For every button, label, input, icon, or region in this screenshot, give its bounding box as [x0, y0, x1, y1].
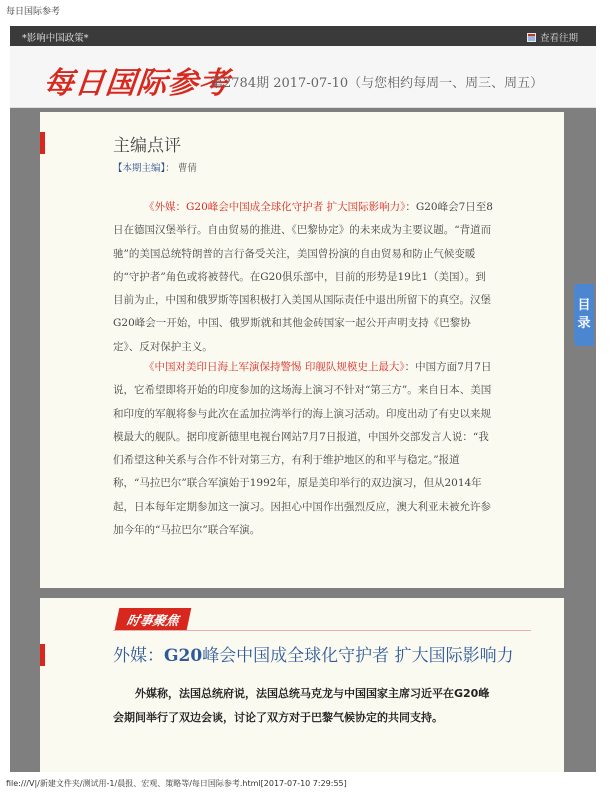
- masthead: [10, 46, 596, 108]
- article-title[interactable]: [113, 641, 514, 666]
- toc-tab-char-2[interactable]: 录: [577, 316, 591, 331]
- toc-tab[interactable]: [574, 284, 594, 346]
- editor-sep: ：: [165, 163, 175, 174]
- logo: 每日国际参考: [41, 66, 232, 101]
- paragraph-text-1: ：G20峰会7日至8日在德国汉堡举行。自由贸易的推进、《巴黎协定》的未来成为主要议题。“背道而驰”的美国总统特朗普的言行备受关注，美国曾扮演的自由贸易和防止气候变暖的“守护者”角色或将被替代。在G20俱乐部中，目前的形势是19比1（美国）。到目前为止，中国和俄罗斯等国积极打入美国从国际责任中退出所留下的真空。汉堡G20峰会一开始，中国、俄罗斯就和其他金砖国家一起公开声明支持《巴黎协定》、反对保护主义。: [113, 201, 493, 353]
- headline-link-2[interactable]: 《中国对美印日海上军演保持警惕 印舰队规模史上最大》: [144, 361, 405, 373]
- archive-link[interactable]: [527, 30, 578, 44]
- headline-link-1[interactable]: 《外媒：G20峰会中国成全球化守护者 扩大国际影响力》: [144, 201, 406, 213]
- paragraph-text-2: ：中国方面7月7日说，它希望即将开始的印度参加的这场海上演习不针对“第三方”。来自日本、美国和印度的军舰将参与此次在孟加拉湾举行的海上演习活动。印度出动了有史以来规模最大的舰队。据印度新德里电视台网站7月7日报道，中国外交部发言人说：“我们希望这种关系与合作不针对第三方，有利于维护地区的和平与稳定。”报道称，“马拉巴尔”联合军演始于1992年，原是美印举行的双边演习，但从2014年起，日本每年定期参加这一演习。因担心中国作出强烈反应，澳大利亚未被允许参加今年的“马拉巴尔”联合军演。: [113, 361, 492, 537]
- top-bar: [10, 26, 596, 46]
- article-lead-text: 外媒称，法国总统府说，法国总统马克龙与中国国家主席习近平在G20峰会期间举行了双边会谈，讨论了双方对于巴黎气候协定的共同支持。: [113, 687, 490, 724]
- topbar-slogan: *影响中国政策*: [22, 33, 89, 44]
- focus-badge: 时事聚焦: [115, 608, 192, 630]
- focus-divider: [113, 630, 531, 631]
- issue-line: 第2784期 2017-07-10（与您相约每周一、周三、周五）: [210, 76, 544, 91]
- review-paragraph-1: [113, 196, 493, 359]
- article-title-rest: 峰会中国成全球化守护者 扩大国际影响力: [202, 646, 514, 666]
- editor-name: 曹倩: [177, 163, 197, 174]
- article-marker: [40, 644, 45, 666]
- archive-label[interactable]: 查看往期: [539, 33, 578, 44]
- section-marker: [40, 132, 45, 154]
- calendar-icon: [527, 33, 536, 42]
- editor-line: [113, 160, 197, 174]
- article-lead: [113, 682, 493, 730]
- editor-key: 【本期主编】: [113, 163, 166, 174]
- print-header: 每日国际参考: [6, 7, 61, 17]
- article-title-bold: G20: [164, 646, 203, 666]
- article-title-prefix: 外媒：: [113, 646, 164, 666]
- review-paragraph-2: [113, 356, 493, 542]
- toc-tab-char-1[interactable]: 目: [577, 298, 591, 313]
- print-footer: file:///V|/新建文件夹/测试用-1/晨报、宏观、策略等/每日国际参考.html[2017-07-10 7:29:55]: [6, 779, 347, 788]
- section-title: 主编点评: [113, 136, 181, 156]
